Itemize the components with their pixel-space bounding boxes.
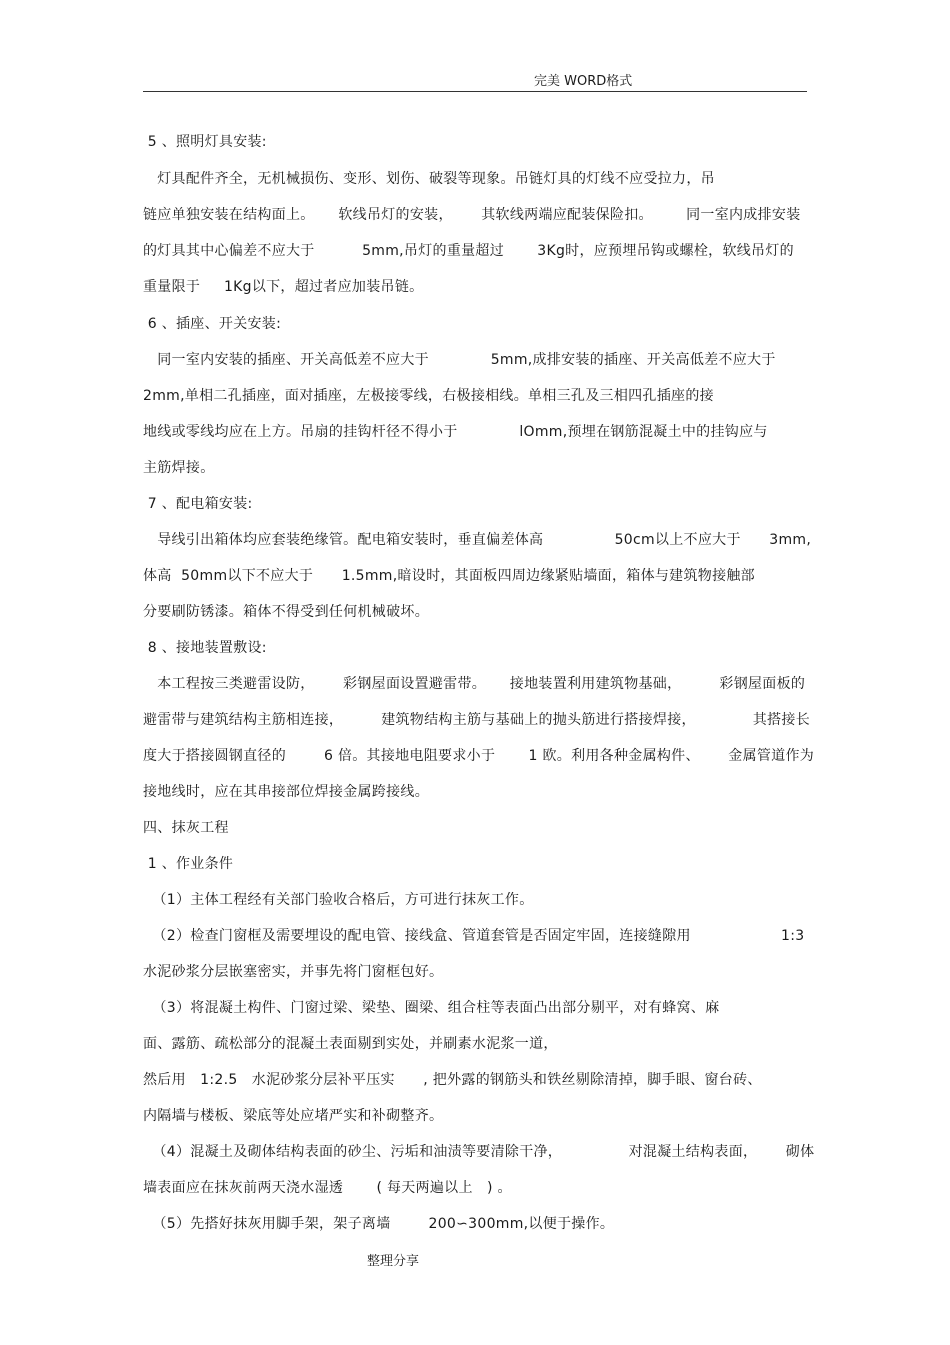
text-line: 6 、插座、开关安装: <box>143 316 282 332</box>
text-line: 分要刷防锈漆。箱体不得受到任何机械破坏。 <box>143 604 429 620</box>
text-line: （4）混凝土及砌体结构表面的砂尘、污垢和油渍等要清除干净， 对混凝土结构表面， 砌体 <box>143 1144 815 1160</box>
text-line: 的灯具其中心偏差不应大于 5mm,吊灯的重量超过 3Kg时，应预埋吊钩或螺栓，软线吊灯的 <box>143 243 794 259</box>
text-line: 水泥砂浆分层嵌塞密实，并事先将门窗框包好。 <box>143 964 444 980</box>
text-line: 度大于搭接圆钢直径的 6 倍。其接地电阻要求小于 1 欧。利用各种金属构件、 金属管道作为 <box>143 748 815 764</box>
text-line: 本工程按三类避雷设防， 彩钢屋面设置避雷带。 接地装置利用建筑物基础， 彩钢屋面板的 <box>143 676 806 692</box>
text-line: 链应单独安装在结构面上。 软线吊灯的安装， 其软线两端应配装保险扣。 同一室内成排安装 <box>143 207 801 223</box>
text-line: 避雷带与建筑结构主筋相连接， 建筑物结构主筋与基础上的抛头筋进行搭接焊接， 其搭接长 <box>143 712 811 728</box>
text-line: 接地线时，应在其串接部位焊接金属跨接线。 <box>143 784 429 800</box>
text-line: 体高 50mm以下不应大于 1.5mm,暗设时，其面板四周边缘紧贴墙面，箱体与建筑物接触部 <box>143 568 755 584</box>
text-line: 主筋焊接。 <box>143 460 215 476</box>
text-line: 地线或零线均应在上方。吊扇的挂钩杆径不得小于 lOmm,预埋在钢筋混凝土中的挂钩应与 <box>143 424 768 440</box>
page-header: 完美 WORD格式 <box>534 74 633 89</box>
text-line: （5）先搭好抹灰用脚手架，架子离墙 200∽300mm,以便于操作。 <box>143 1216 615 1232</box>
text-line: 墙表面应在抹灰前两天浇水湿透 ( 每天两遍以上 ) 。 <box>143 1180 512 1196</box>
text-line: 然后用 1:2.5 水泥砂浆分层补平压实 , 把外露的钢筋头和铁丝剔除清掉，脚手眼、窗台砖、 <box>143 1072 762 1088</box>
page-footer: 整理分享 <box>367 1254 420 1269</box>
text-line: 1 、作业条件 <box>143 856 234 872</box>
header-rule <box>143 91 807 92</box>
text-line: 内隔墙与楼板、梁底等处应堵严实和补砌整齐。 <box>143 1108 444 1124</box>
text-line: 同一室内安装的插座、开关高低差不应大于 5mm,成排安装的插座、开关高低差不应大于 <box>143 352 776 368</box>
text-line: （3）将混凝土构件、门窗过梁、梁垫、圈梁、组合柱等表面凸出部分剔平，对有蜂窝、麻 <box>143 1000 720 1016</box>
text-line: 2mm,单相二孔插座，面对插座，左极接零线，右极接相线。单相三孔及三相四孔插座的接 <box>143 388 714 404</box>
text-line: 灯具配件齐全，无机械损伤、变形、划伤、破裂等现象。吊链灯具的灯线不应受拉力，吊 <box>143 171 715 187</box>
text-line: （2）检查门窗框及需要埋设的配电管、接线盒、管道套管是否固定牢固，连接缝隙用 1:3 <box>143 928 805 944</box>
text-line: 8 、接地装置敷设: <box>143 640 267 656</box>
text-line: （1）主体工程经有关部门验收合格后，方可进行抹灰工作。 <box>143 892 534 908</box>
text-line: 导线引出箱体均应套装绝缘管。配电箱安装时，垂直偏差体高 50cm以上不应大于 3mm, <box>143 532 812 548</box>
text-line: 四、抹灰工程 <box>143 820 229 836</box>
text-line: 重量限于 1Kg以下，超过者应加装吊链。 <box>143 279 424 295</box>
text-line: 面、露筋、疏松部分的混凝土表面剔到实处，并刷素水泥浆一道， <box>143 1036 558 1052</box>
text-line: 7 、配电箱安装: <box>143 496 253 512</box>
text-line: 5 、照明灯具安装: <box>143 134 267 150</box>
